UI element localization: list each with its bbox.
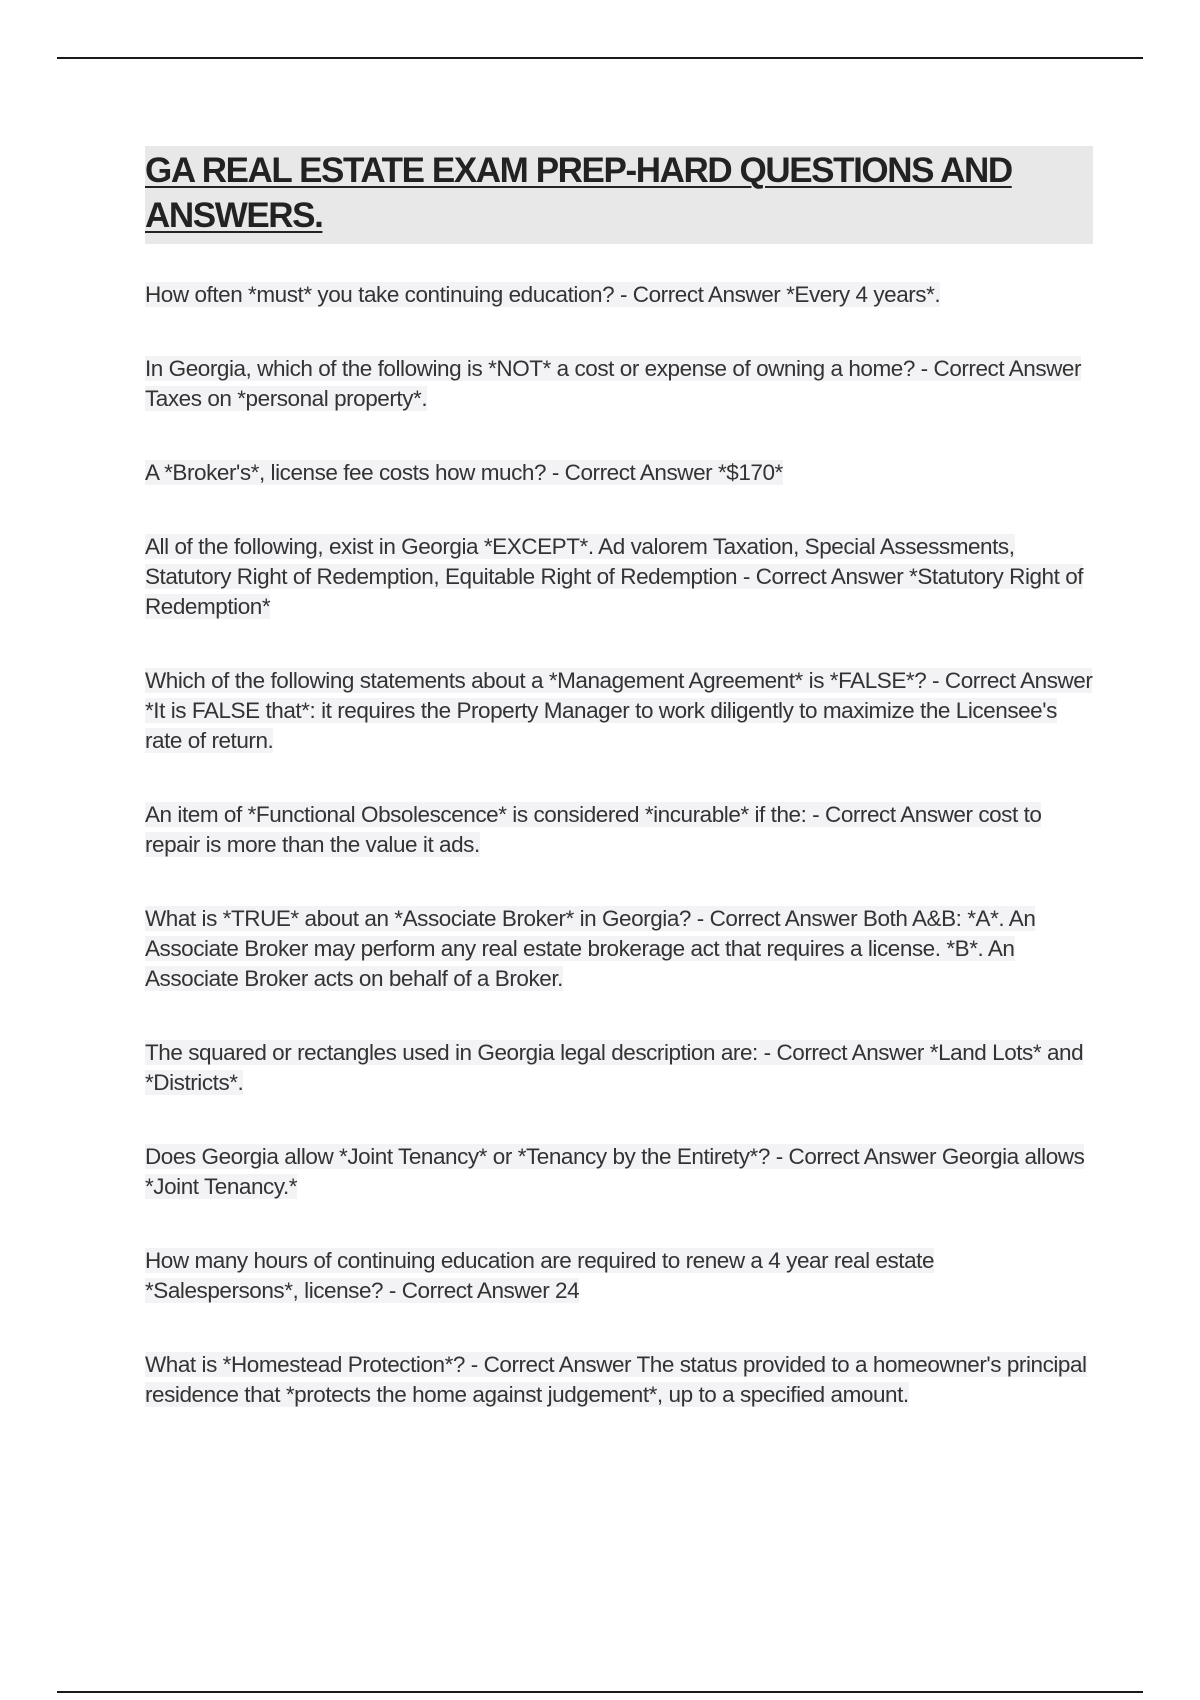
qa-item bbox=[145, 904, 1093, 994]
qa-text: In Georgia, which of the following is *NOT* a cost or expense of owning a home? - Correct Answer Taxes on *personal property*. bbox=[145, 356, 1082, 411]
qa-item bbox=[145, 280, 1093, 310]
title-block bbox=[145, 146, 1093, 244]
qa-item bbox=[145, 666, 1093, 756]
qa-text: Which of the following statements about a *Management Agreement* is *FALSE*? - Correct Answer *It is FALSE that*: it requires the Property Manager to work diligently to maximize the Licensee's rate of return. bbox=[145, 668, 1093, 753]
qa-text: What is *TRUE* about an *Associate Broker* in Georgia? - Correct Answer Both A&B: *A*. An Associate Broker may perform any real estate brokerage act that requires a license. *B*. An Associate Broker acts on behalf of a Broker. bbox=[145, 906, 1036, 991]
qa-text: The squared or rectangles used in Georgia legal description are: - Correct Answer *Land Lots* and *Districts*. bbox=[145, 1040, 1084, 1095]
qa-text: A *Broker's*, license fee costs how much? - Correct Answer *$170* bbox=[145, 460, 783, 485]
qa-text: Does Georgia allow *Joint Tenancy* or *Tenancy by the Entirety*? - Correct Answer Georgia allows *Joint Tenancy.* bbox=[145, 1144, 1085, 1199]
qa-text: What is *Homestead Protection*? - Correct Answer The status provided to a homeowner's principal residence that *protects the home against judgement*, up to a specified amount. bbox=[145, 1352, 1087, 1407]
header-rule bbox=[57, 57, 1143, 59]
qa-list bbox=[145, 280, 1093, 1410]
qa-item bbox=[145, 1142, 1093, 1202]
qa-item bbox=[145, 1246, 1093, 1306]
qa-text: An item of *Functional Obsolescence* is considered *incurable* if the: - Correct Answer cost to repair is more than the value it ads. bbox=[145, 802, 1042, 857]
qa-item bbox=[145, 354, 1093, 414]
qa-item bbox=[145, 1038, 1093, 1098]
qa-item bbox=[145, 532, 1093, 622]
qa-item bbox=[145, 458, 1093, 488]
qa-item bbox=[145, 1350, 1093, 1410]
qa-item bbox=[145, 800, 1093, 860]
document-body bbox=[145, 146, 1093, 1454]
qa-text: How many hours of continuing education are required to renew a 4 year real estate *Salespersons*, license? - Correct Answer 24 bbox=[145, 1248, 935, 1303]
footer-rule bbox=[57, 1691, 1143, 1693]
qa-text: How often *must* you take continuing education? - Correct Answer *Every 4 years*. bbox=[145, 282, 941, 307]
document-title: GA REAL ESTATE EXAM PREP-HARD QUESTIONS AND ANSWERS. bbox=[145, 151, 1012, 235]
qa-text: All of the following, exist in Georgia *EXCEPT*. Ad valorem Taxation, Special Assessments, Statutory Right of Redemption, Equitable Right of Redemption - Correct Answer *Statutory Right of Redemption* bbox=[145, 534, 1084, 619]
